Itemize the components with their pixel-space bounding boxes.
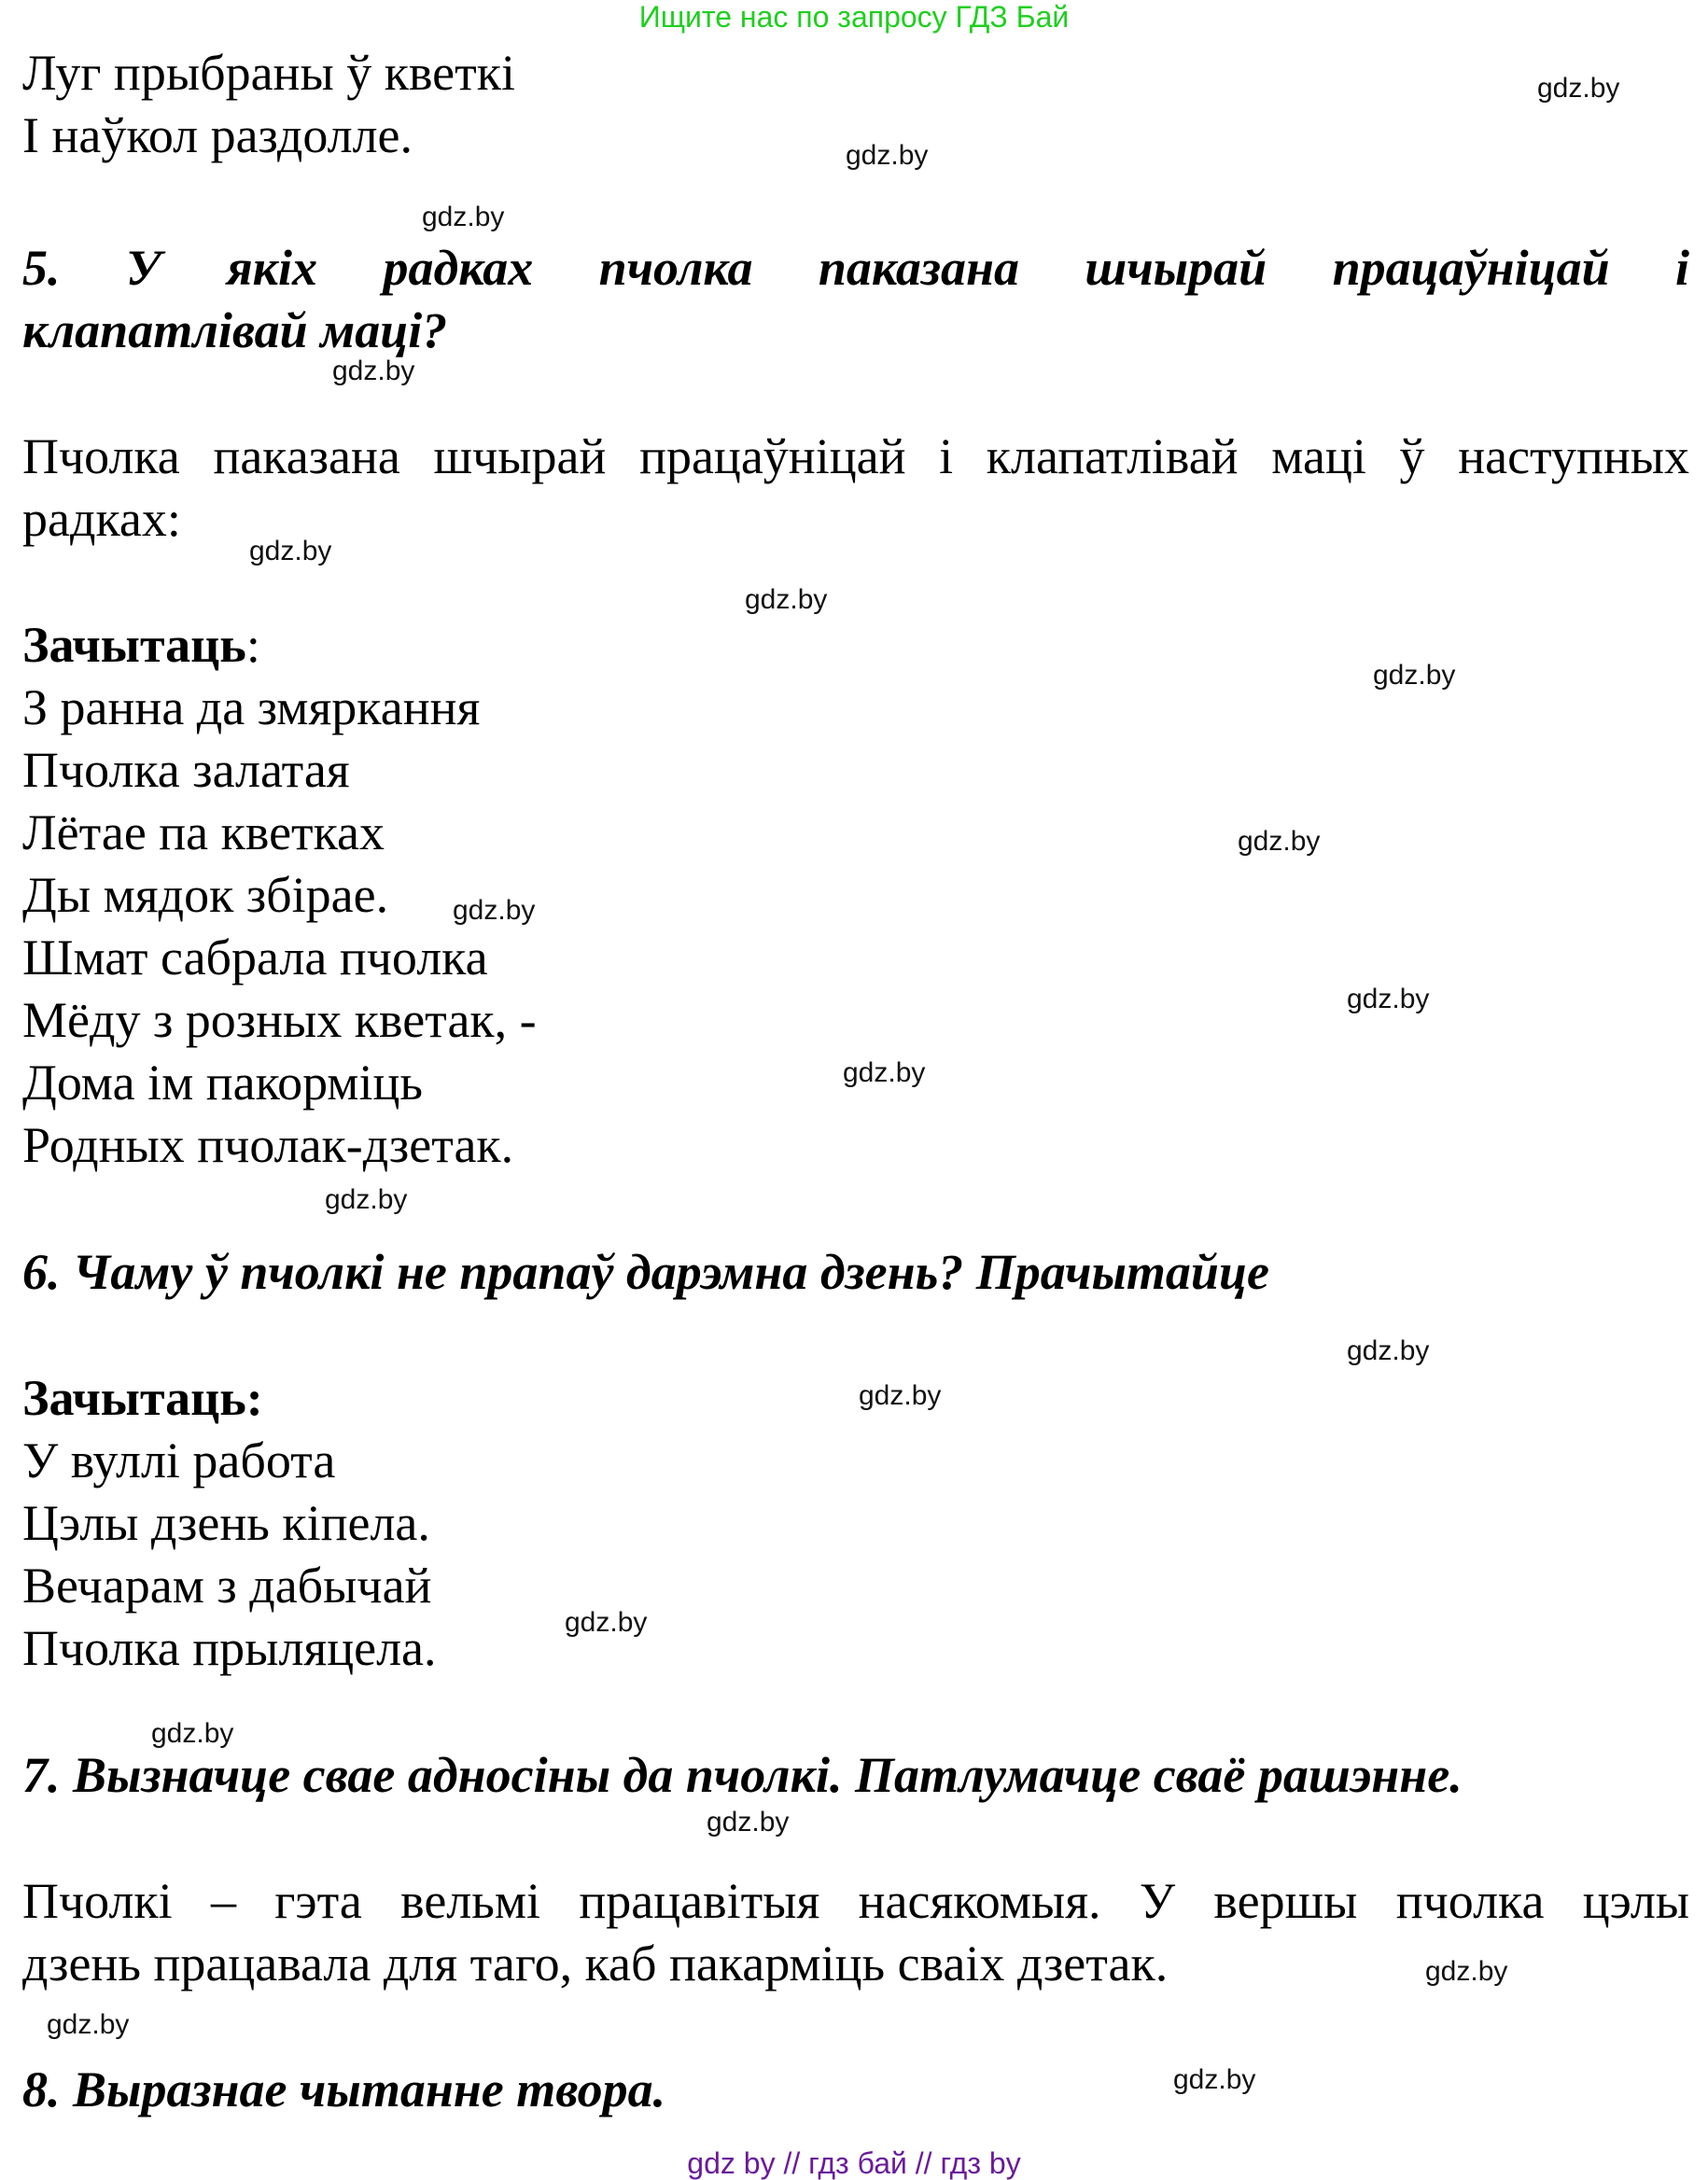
answer-7-line-1: Пчолкі – гэта вельмі працавітыя насякомыя. У вершы пчолка цэлы — [22, 1873, 1690, 1929]
answer-5-line-2: радках: — [22, 491, 181, 547]
watermark: gdz.by — [249, 536, 332, 566]
poem-1-line: Шмат сабрала пчолка — [22, 929, 488, 985]
poem-1-line: Мёду з розных кветак, - — [22, 992, 537, 1048]
poem-2-line: Вечарам з дабычай — [22, 1558, 432, 1614]
question-5-line-1: 5. У якіх радках пчолка паказана шчырай працаўніцай і — [22, 240, 1690, 296]
poem-1-line: Дома ім пакорміць — [22, 1055, 423, 1111]
watermark: gdz.by — [1347, 984, 1430, 1014]
poem-1-line: Пчолка залатая — [22, 742, 350, 798]
watermark: gdz.by — [151, 1718, 234, 1749]
watermark: gdz.by — [1537, 73, 1620, 104]
watermark: gdz.by — [1425, 1956, 1508, 1987]
watermark: gdz.by — [332, 356, 415, 386]
read-label-1: Зачытаць: — [22, 617, 260, 673]
question-7: 7. Вызначце свае адносіны да пчолкі. Патлумачце сваё рашэнне. — [22, 1747, 1463, 1803]
watermark: gdz.by — [453, 895, 536, 926]
watermark: gdz.by — [47, 2009, 130, 2040]
question-6: 6. Чаму ў пчолкі не прапаў дарэмна дзень? Прачытайце — [22, 1244, 1269, 1300]
answer-7-line-2: дзень працавала для таго, каб пакарміць сваіх дзетак. — [22, 1935, 1169, 1991]
question-5-line-2: клапатлівай маці? — [22, 302, 448, 358]
watermark: gdz.by — [859, 1380, 942, 1411]
watermark: gdz.by — [707, 1807, 790, 1838]
intro-line-1: Луг прыбраны ў кветкі — [22, 45, 515, 101]
poem-1-line: Родных пчолак-дзетак. — [22, 1117, 514, 1173]
poem-1-line: З ранна да змяркання — [22, 679, 481, 735]
poem-1-line: Ды мядок збірае. — [22, 867, 389, 923]
poem-2-line: Цэлы дзень кіпела. — [22, 1495, 430, 1551]
footer-links: gdz by // гдз бай // гдз by — [687, 2146, 1021, 2180]
watermark: gdz.by — [1238, 826, 1321, 857]
question-8: 8. Выразнае чытанне твора. — [22, 2061, 666, 2117]
poem-2-line: У вуллі работа — [22, 1432, 336, 1488]
poem-2-line: Пчолка прыляцела. — [22, 1620, 437, 1676]
watermark: gdz.by — [1347, 1335, 1430, 1366]
read-label-2: Зачытаць: — [22, 1370, 263, 1426]
watermark: gdz.by — [1373, 660, 1456, 691]
watermark: gdz.by — [422, 202, 505, 232]
watermark: gdz.by — [846, 140, 929, 171]
answer-5-line-1: Пчолка паказана шчырай працаўніцай і клапатлівай маці ў наступных — [22, 428, 1690, 484]
watermark: gdz.by — [1173, 2064, 1256, 2095]
watermark: gdz.by — [325, 1184, 408, 1215]
watermark: gdz.by — [745, 584, 828, 615]
watermark: gdz.by — [843, 1057, 926, 1088]
poem-1-line: Лётае па кветках — [22, 804, 385, 860]
intro-line-2: І наўкол раздолле. — [22, 107, 413, 163]
watermark: gdz.by — [565, 1607, 648, 1638]
top-banner: Ищите нас по запросу ГДЗ Бай — [638, 0, 1070, 34]
